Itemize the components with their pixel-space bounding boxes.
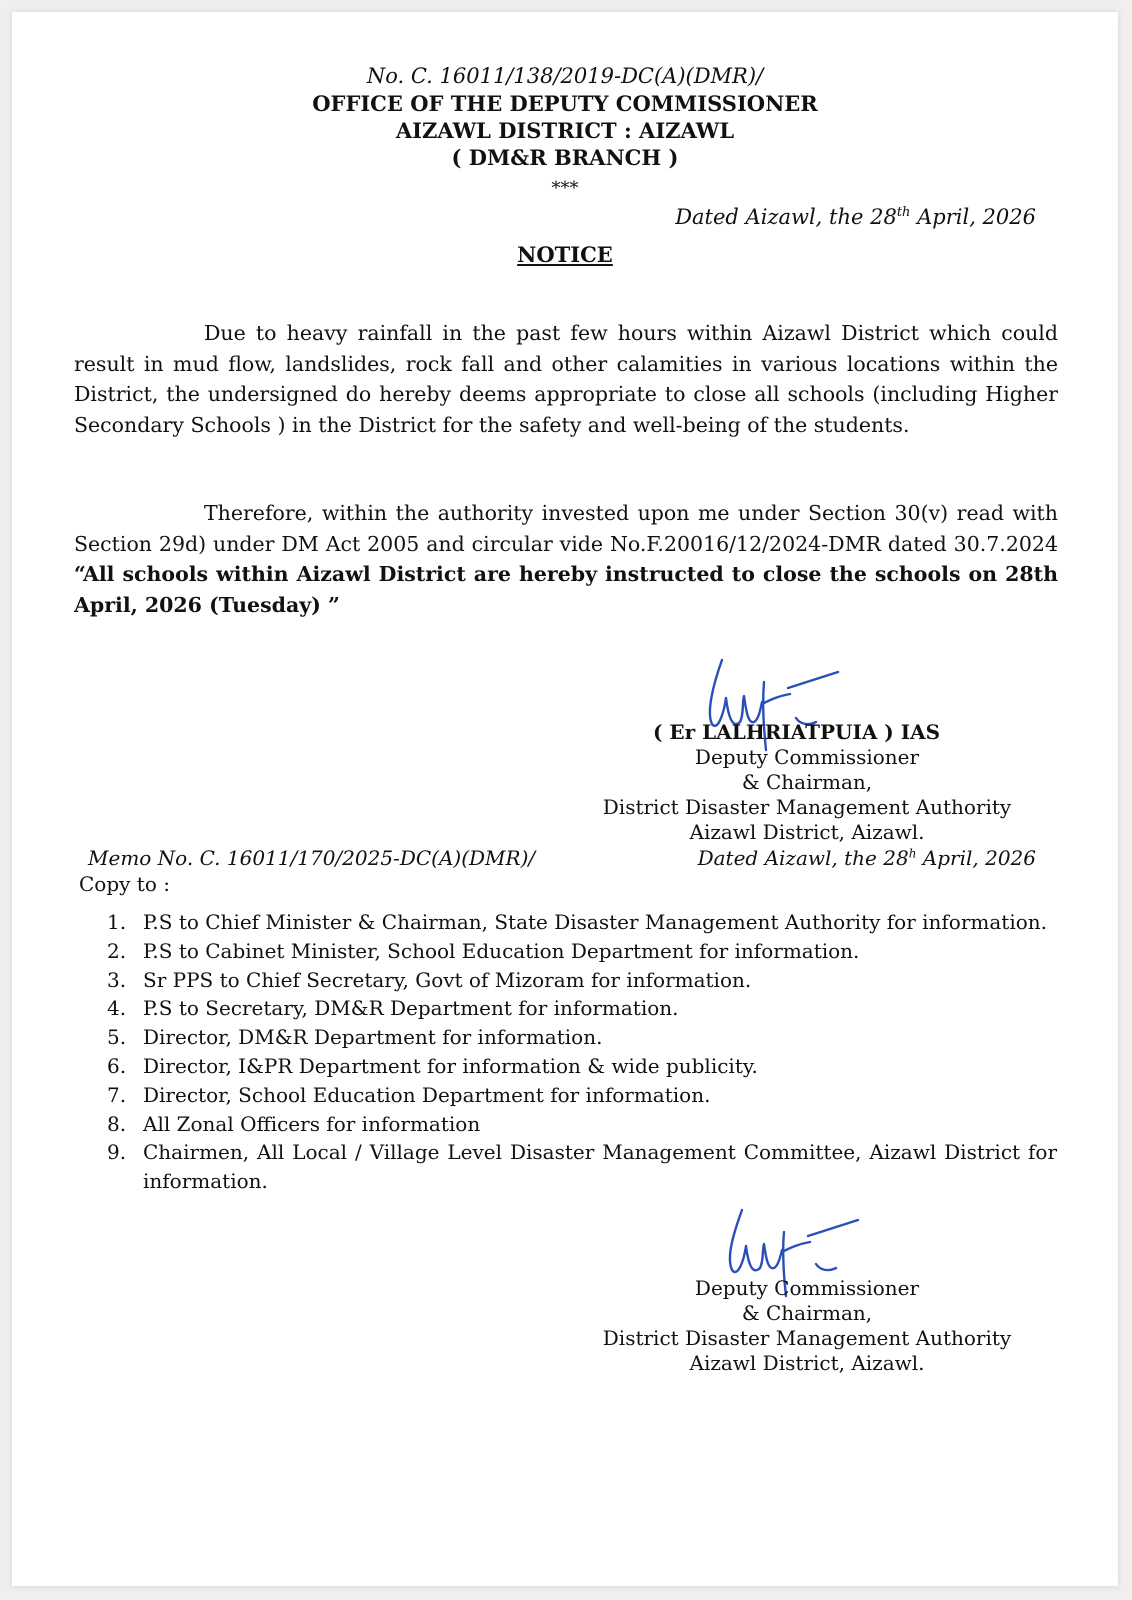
separator-stars: ***	[551, 178, 579, 199]
paragraph-1-text: Due to heavy rainfall in the past few hours within Aizawl District which could result in mud flow, landslides, rock fall and other calamities in various locations within the District, the undersigned do hereby deems appropriate to close all schools (including Higher Secondary Schools ) in the District for the safety and well-being of the students.	[74, 321, 1058, 437]
paragraph-1	[74, 318, 1058, 440]
list-item-number: 1.	[107, 910, 127, 934]
list-item-text: P.S to Chief Minister & Chairman, State Disaster Management Authority for information.	[143, 910, 1048, 934]
signatory-1-role: & Chairman,	[741, 770, 873, 794]
date-prefix: Dated Aizawl, the 28	[675, 205, 897, 229]
memo-date-sup: h	[908, 846, 917, 861]
file-number: No. C. 16011/138/2019-DC(A)(DMR)/	[366, 64, 764, 88]
copy-to-list	[107, 908, 1057, 1196]
paragraph-2-instruction: “All schools within Aizawl District are hereby instructed to close the schools on 28th April, 2026 (Tuesday) ”	[74, 562, 1058, 617]
list-item	[107, 908, 1057, 937]
list-item-number: 4.	[107, 996, 127, 1021]
signatory-2-role: & Chairman,	[741, 1301, 873, 1325]
district-title: AIZAWL DISTRICT : AIZAWL	[395, 118, 735, 143]
memo-date-prefix: Dated Aizawl, the 28	[697, 846, 909, 870]
list-item-number: 2.	[107, 938, 127, 963]
list-item	[107, 1023, 1057, 1052]
list-item-number: 3.	[107, 967, 127, 992]
notice-title: NOTICE	[517, 242, 613, 267]
office-title: OFFICE OF THE DEPUTY COMMISSIONER	[312, 91, 818, 116]
copy-to-label: Copy to :	[79, 872, 170, 896]
list-item-number: 6.	[107, 1053, 127, 1078]
memo-date	[698, 846, 1036, 870]
signatory-2-location: Aizawl District, Aizawl.	[689, 1351, 925, 1375]
date-line	[675, 205, 1036, 229]
list-item-number: 8.	[107, 1111, 127, 1136]
memo-date-suffix: April, 2026	[916, 846, 1036, 870]
list-item-text: Director, I&PR Department for information & wide publicity.	[143, 1053, 758, 1078]
notice-page	[12, 12, 1118, 1586]
list-item-number: 9.	[107, 1140, 127, 1165]
list-item	[107, 937, 1057, 966]
list-item-text: Director, DM&R Department for information.	[143, 1025, 603, 1050]
branch-title: ( DM&R BRANCH )	[451, 145, 679, 170]
list-item	[107, 994, 1057, 1023]
list-item-text: All Zonal Officers for information	[143, 1111, 481, 1136]
list-item-number: 7.	[107, 1082, 127, 1107]
list-item	[107, 1110, 1057, 1139]
list-item	[107, 1081, 1057, 1110]
list-item-text: Sr PPS to Chief Secretary, Govt of Mizoram for information.	[143, 967, 752, 992]
date-suffix: April, 2026	[910, 205, 1036, 229]
list-item-text: Director, School Education Department for information.	[143, 1082, 711, 1107]
list-item-text: P.S to Secretary, DM&R Department for information.	[143, 996, 679, 1021]
list-item	[107, 966, 1057, 995]
paragraph-2-text: Therefore, within the authority invested upon me under Section 30(v) read with Section 29d) under DM Act 2005 and circular vide No.F.20016/12/2024-DMR dated 30.7.2024	[74, 501, 1058, 556]
signatory-1-title: Deputy Commissioner	[694, 745, 920, 769]
list-item-text: Chairmen, All Local / Village Level Disaster Management Committee, Aizawl District for information.	[143, 1140, 1057, 1194]
signatory-1-location: Aizawl District, Aizawl.	[689, 820, 925, 844]
paragraph-2	[74, 498, 1058, 620]
notice-heading	[12, 242, 1118, 267]
list-item-text: P.S to Cabinet Minister, School Education Department for information.	[143, 938, 860, 963]
memo-number: Memo No. C. 16011/170/2025-DC(A)(DMR)/	[88, 846, 536, 870]
signatory-2-authority: District Disaster Management Authority	[602, 1326, 1012, 1350]
signatory-1-authority: District Disaster Management Authority	[602, 795, 1012, 819]
signatory-2-title: Deputy Commissioner	[694, 1276, 920, 1300]
date-sup: th	[896, 205, 911, 220]
list-item	[107, 1138, 1057, 1196]
signatory-1-name: ( Er LALHRIATPUIA ) IAS	[653, 720, 941, 744]
list-item	[107, 1052, 1057, 1081]
list-item-number: 5.	[107, 1025, 127, 1050]
